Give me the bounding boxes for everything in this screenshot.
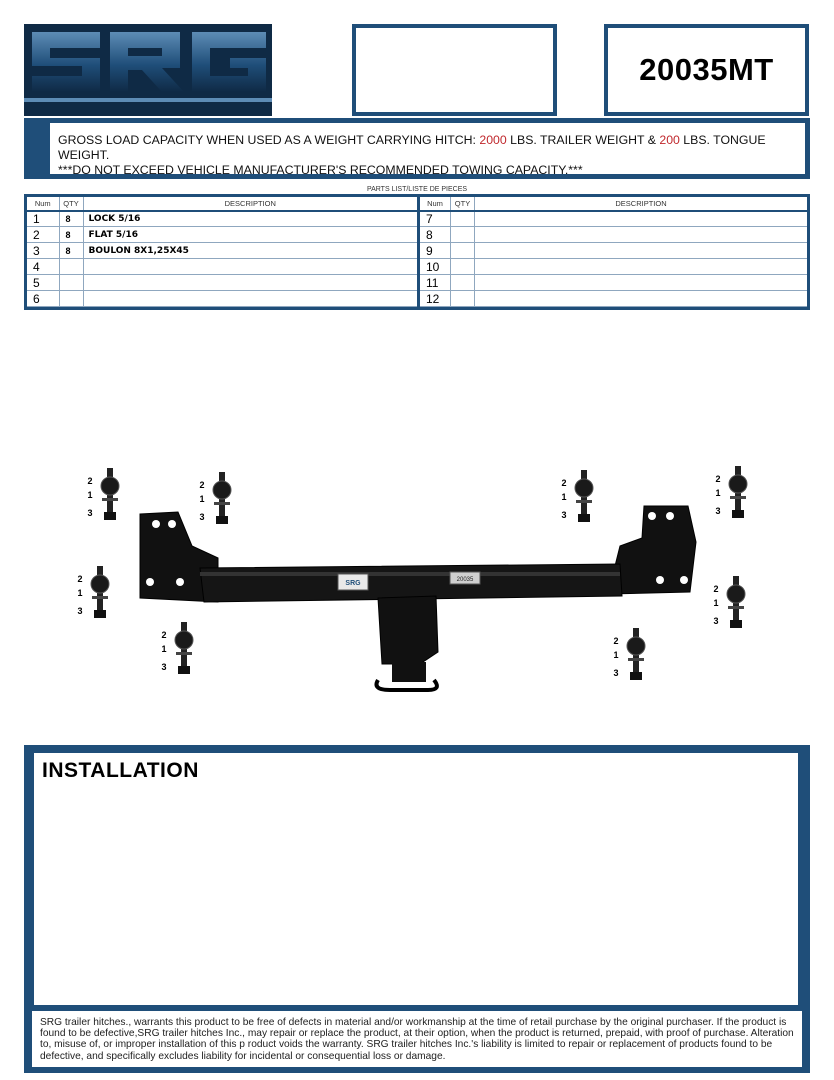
callout-number: 2 [161,630,167,640]
capacity-text-post: LBS. TONGUE WEIGHT. [58,133,766,162]
part-description [83,275,417,291]
callout-number: 1 [77,588,83,598]
model-number-box [604,24,809,116]
callout-number: 1 [199,494,205,504]
receiver-tube [378,596,438,664]
part-description [83,259,417,275]
table-row [27,291,417,307]
bolt-head [730,620,742,628]
callout-number: 1 [613,650,619,660]
part-qty: 8 [59,227,83,243]
part-description [475,275,808,291]
flat-washer [102,498,118,501]
lock-washer [729,475,747,493]
lock-washer [727,585,745,603]
callout-number: 2 [77,574,83,584]
part-description: FLAT 5/16 [83,227,417,243]
part-description [475,259,808,275]
model-number: 20035MT [639,52,774,87]
callout-number: 3 [613,668,619,678]
part-num: 6 [27,291,59,307]
bolt-assembly [561,470,593,522]
plate-label-text: 20035 [456,577,474,583]
installation-section [24,745,810,1073]
bolt-head [94,610,106,618]
table-row [27,275,417,291]
part-num: 4 [27,259,59,275]
part-num: 5 [27,275,59,291]
hitch-illustration [60,440,780,710]
capacity-warning: ***DO NOT EXCEED VEHICLE MANUFACTURER'S RECOMMENDED TOWING CAPACITY.*** [58,163,583,177]
callout-number: 2 [199,480,205,490]
bolt-head [216,516,228,524]
srg-logo [24,24,272,116]
parts-header-row [27,197,417,211]
part-description [83,291,417,307]
callout-number: 3 [199,512,205,522]
part-description: LOCK 5/16 [83,211,417,227]
flat-washer [176,652,192,655]
part-qty [451,275,475,291]
bolt-head [578,514,590,522]
bolt-assembly [87,468,119,520]
part-num: 9 [419,243,451,259]
part-num: 7 [419,211,451,227]
part-qty [59,291,83,307]
callout-number: 2 [713,584,719,594]
lock-washer [575,479,593,497]
warranty-notice [32,1011,802,1067]
hitch-diagram [60,440,780,710]
flat-washer [628,658,644,661]
lock-washer [91,575,109,593]
flat-washer [92,596,108,599]
callout-number: 1 [87,490,93,500]
capacity-text-mid: LBS. TRAILER WEIGHT & [506,133,660,147]
tongue-weight: 200 [659,133,680,147]
capacity-text-pre: GROSS LOAD CAPACITY WHEN USED AS A WEIGHT CARRYING HITCH: [58,133,480,147]
table-row [419,227,808,243]
parts-table-right [417,197,807,307]
callout-number: 3 [77,606,83,616]
trailer-weight: 2000 [479,133,507,147]
table-row [419,259,808,275]
part-num: 10 [419,259,451,275]
table-row [27,259,417,275]
blank-box [352,24,557,116]
flat-washer [576,500,592,503]
part-qty [451,259,475,275]
capacity-banner [24,118,810,179]
bolt-assembly [199,472,231,524]
callout-number: 3 [161,662,167,672]
part-qty [59,275,83,291]
callout-number: 1 [713,598,719,608]
parts-list-table [24,194,810,310]
lock-washer [627,637,645,655]
parts-list-title: PARTS LIST/LISTE DE PIECES [366,186,468,193]
header-qty: QTY [59,197,83,211]
callout-number: 2 [613,636,619,646]
part-qty: 8 [59,211,83,227]
table-row [27,211,417,227]
table-row [27,227,417,243]
bolt-assembly [161,622,193,674]
lock-washer [213,481,231,499]
table-row [419,291,808,307]
part-description [475,291,808,307]
lock-washer [101,477,119,495]
bolt-head [178,666,190,674]
bolt-head [630,672,642,680]
part-num: 11 [419,275,451,291]
flat-washer [730,496,746,499]
installation-content [34,753,798,1005]
callout-number: 2 [87,476,93,486]
bolt-head [104,512,116,520]
capacity-line-1 [58,133,795,163]
callout-number: 2 [715,474,721,484]
plate-logo-text: SRG [345,580,361,587]
callout-number: 1 [715,488,721,498]
callout-number: 1 [561,492,567,502]
header-num: Num [419,197,451,211]
callout-number: 3 [715,506,721,516]
flat-washer [728,606,744,609]
callout-number: 3 [713,616,719,626]
installation-title: INSTALLATION [42,759,199,782]
header-qty: QTY [451,197,475,211]
bolt-assembly [613,628,645,680]
part-qty [451,211,475,227]
lock-washer [175,631,193,649]
part-qty [451,227,475,243]
callout-number: 1 [161,644,167,654]
callout-number: 3 [561,510,567,520]
part-num: 2 [27,227,59,243]
warranty-text: SRG trailer hitches., warrants this product to be free of defects in material and/or workmanship at the time of retail purchase by the original purchaser. If the product is found to be defective,SRG trailer hitches Inc., may repair or replace the product, at their option, when the product is returned, prepaid, with proof of purchase. Alteration to, misuse of, or improper installation of this p roduct voids the warranty. SRG trailer hitches Inc.'s liability is limited to repair or replacement of products found to be defective, and specifically excludes liability for incidental or consequential loss or damage. [40,1017,794,1062]
header-description: DESCRIPTION [475,197,808,211]
flat-washer [214,502,230,505]
part-description [475,211,808,227]
bolt-assembly [715,466,747,518]
bolt-head [732,510,744,518]
table-row [27,243,417,259]
header-description: DESCRIPTION [83,197,417,211]
part-qty [59,259,83,275]
part-qty: 8 [59,243,83,259]
parts-table-left [27,197,417,307]
part-description [475,227,808,243]
part-num: 1 [27,211,59,227]
table-row [419,243,808,259]
table-row [419,211,808,227]
part-description: BOULON 8X1,25X45 [83,243,417,259]
callout-number: 3 [87,508,93,518]
table-row [419,275,808,291]
part-qty [451,243,475,259]
bolt-assembly [77,566,109,618]
part-num: 8 [419,227,451,243]
cross-tube [200,564,622,602]
callout-number: 2 [561,478,567,488]
part-qty [451,291,475,307]
bolt-assembly [713,576,745,628]
header-num: Num [27,197,59,211]
part-num: 12 [419,291,451,307]
part-description [475,243,808,259]
parts-header-row [419,197,808,211]
part-num: 3 [27,243,59,259]
